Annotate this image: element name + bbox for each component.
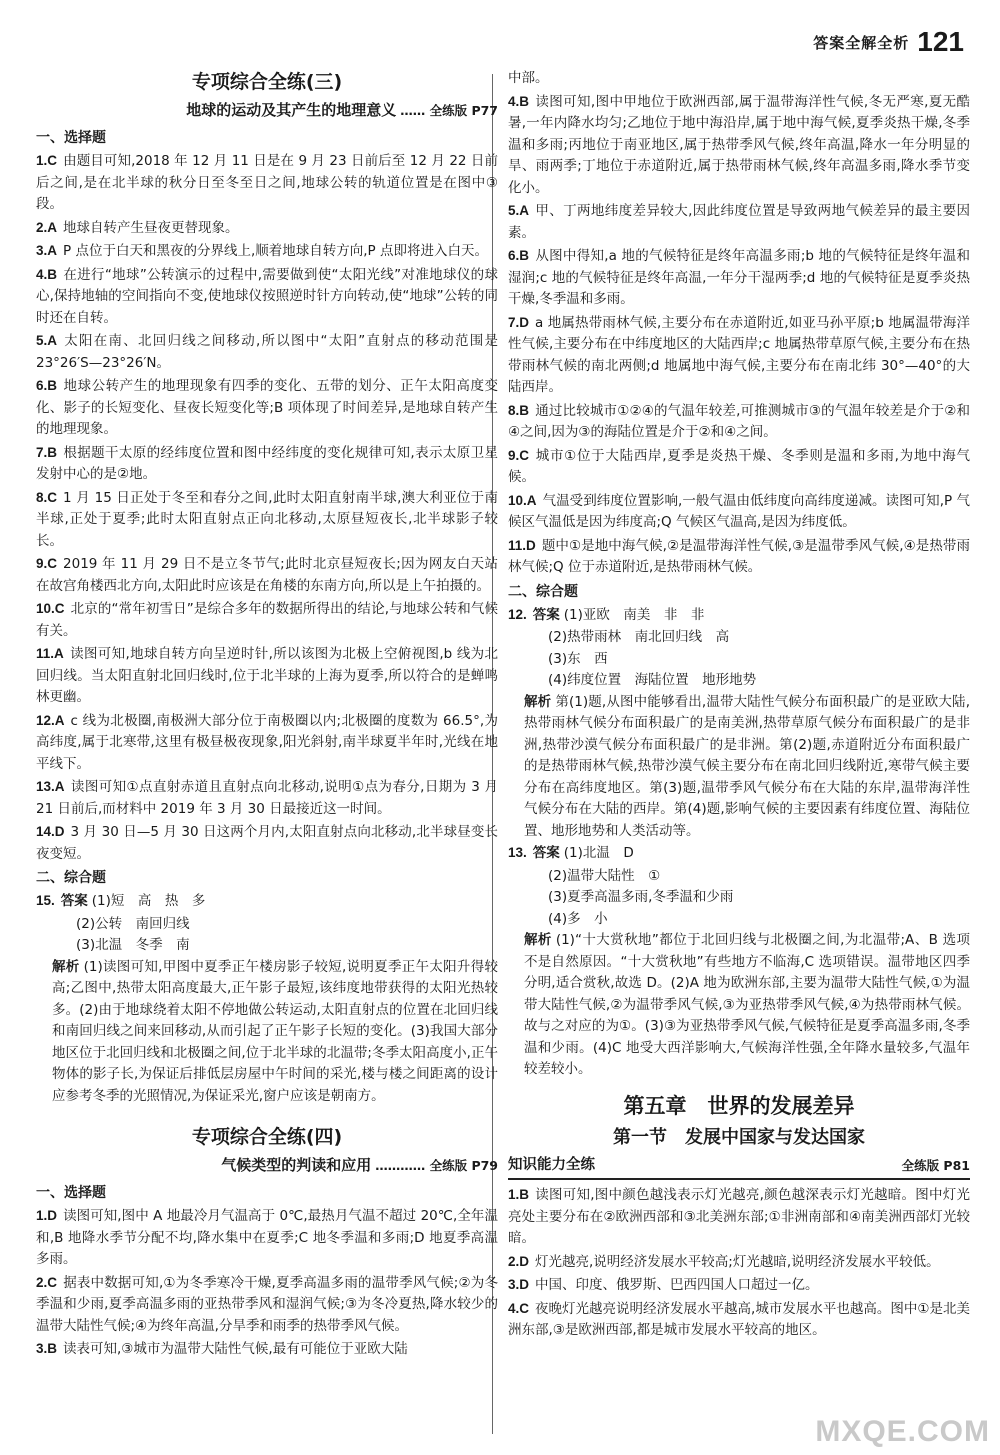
question-number: 3.B [36, 1341, 58, 1356]
question-number: 2.C [36, 1274, 58, 1290]
answer-label: 答案 [60, 893, 88, 909]
question-number: 13.A [36, 779, 65, 794]
question-number: 3.A [36, 243, 58, 258]
question-text: 中国、印度、俄罗斯、巴西四国人口超过一亿。 [535, 1277, 819, 1293]
left-column [36, 68, 498, 1362]
part-heading: 一、选择题 [36, 1185, 106, 1201]
question-item [508, 535, 970, 579]
question-number: 9.C [36, 556, 58, 571]
analysis-label: 解析 [524, 932, 552, 948]
question-number: 10.A [508, 492, 537, 508]
question-item [36, 821, 498, 865]
question-text: 从图中得知,a 地的气候特征是终年高温多雨;b 地的气候特征是终年温和湿润;c 地的气候特征是终年高温,一年分干湿两季;d 地的气候特征是夏季炎热干燥,冬季温和多雨。 [508, 248, 970, 307]
analysis-text: (1)“十大赏秋地”都位于北回归线与北极圈之间,为北温带;A、B 选项不是自然原因。“十大赏秋地”有些地方不临海,C 选项错误。温带地区四季分明,适合赏秋,故选 D。(2)A 地为欧洲东部,主要为温带大陆性气候,①为温带大陆性气候,②为温带季风气候,③为亚热带季风气候,④为热带雨林气候。故与之对应的为①。(3)③为亚热带季风气候,气候特征是夏季高温多雨,冬季温和少雨。(4)C 地受大西洋影响大,气候海洋性强,全年降水量较多,气温年较差较小。 [524, 932, 970, 1077]
question-text: 气温受到纬度位置影响,一般气温由低纬度向高纬度递减。读图可知,P 气候区气温低是因为纬度高;Q 气候区气温高,是因为纬度低。 [508, 492, 970, 530]
header-label: 答案全解全析 [813, 33, 910, 52]
question-item [36, 264, 498, 330]
question-number: 15. [36, 893, 55, 908]
question-number: 10.C [36, 601, 65, 616]
analysis [52, 957, 498, 1108]
question-text: 通过比较城市①②④的气温年较差,可推测城市③的气温年较差是介于②和④之间,因为③的海陆位置是介于②和④之间。 [508, 402, 970, 440]
question-text: 由题目可知,2018 年 12 月 11 日是在 9 月 23 日前后至 12 月 22 日前后之间,是在北半球的秋分日至冬至日之间,地球公转的轨道位置是在图中③段。 [36, 153, 498, 212]
question-number: 11.D [508, 537, 536, 553]
question-text: 读表可知,③城市为温带大陆性气候,最有可能位于亚欧大陆 [63, 1341, 408, 1357]
question-item [36, 375, 498, 441]
chapter-title: 第五章 世界的发展差异 [623, 1093, 855, 1118]
question-item [36, 442, 498, 486]
question-text: 灯光越亮,说明经济发展水平较高;灯光越暗,说明经济发展水平较低。 [535, 1253, 940, 1270]
question-text: 城市①位于大陆西岸,夏季是炎热干燥、冬季则是温和多雨,为地中海气候。 [508, 447, 970, 485]
page-header [813, 28, 964, 56]
question-item [508, 1274, 970, 1297]
question-answer-label [508, 604, 970, 627]
analysis [524, 930, 970, 1081]
page-number: 121 [917, 26, 964, 57]
question-text: 2019 年 11 月 29 日不是立冬节气;此时北京昼短夜长;因为网友白天站在故宫角楼西北方向,太阳此时应该是在角楼的东南方向,所以是上午拍摄的。 [36, 556, 498, 594]
question-text: c 线为北极圈,南极洲大部分位于南极圈以内;北极圈的度数为 66.5°,为高纬度,属于北寒带,这里有极昼极夜现象,阳光斜射,南半球夏半年时,光线在地平线下。 [36, 712, 498, 772]
continued-text: 中部。 [508, 70, 549, 86]
analysis-text: (1)读图可知,甲图中夏季正午楼房影子较短,说明夏季正午太阳升得较高;乙图中,热带太阳高度最大,正午影子最短,该纬度地带获得的太阳光热较多。(2)由于地球绕着太阳不停地做公转运动,太阳直射点的位置在北回归线和南回归线之间来回移动,从而引起了正午影子长短的变化。(3)我国大部分地区位于北回归线和北极圈之间,位于北半球的北温带;冬季太阳高度小,正午物体的影子长,为保证后排低层房屋中午时间的采光,楼与楼之间距离的设计应参考冬季的光照情况,为保证采光,窗户应该是朝南方。 [52, 958, 498, 1104]
question-item [36, 1272, 498, 1338]
question-text: 夜晚灯光越亮说明经济发展水平越高,城市发展水平也越高。图中①是北美洲东部,③是欧洲西部,都是城市发展水平较高的地区。 [508, 1300, 970, 1338]
question-item [508, 200, 970, 244]
question-number: 5.A [508, 203, 530, 218]
question-text: 读图可知①点直射赤道且直射点向北移动,说明①点为春分,日期为 3 月 21 日前后,而材料中 2019 年 3 月 30 日最接近这一时间。 [36, 779, 498, 817]
knowledge-bar [508, 1155, 970, 1181]
section-title: 专项综合全练(三) [191, 71, 343, 93]
question-text: 题中①是地中海气候,②是温带海洋性气候,③是温带季风气候,④是热带雨林气候;Q 位于赤道附近,是热带雨林气候。 [508, 537, 970, 575]
question-item [36, 1338, 498, 1361]
question-text: 地球公转产生的地理现象有四季的变化、五带的划分、正午太阳高度变化、影子的长短变化、昼夜长短变化等;B 项体现了时间差异,是地球自转产生的地理现象。 [36, 378, 498, 437]
question-text: P 点位于白天和黑夜的分界线上,顺着地球自转方向,P 点即将进入白天。 [63, 243, 488, 259]
question-item [508, 1298, 970, 1342]
question-number: 9.C [508, 447, 530, 463]
question-item [36, 330, 498, 374]
question-number: 7.B [36, 444, 58, 460]
question-item [36, 776, 498, 820]
question-item [508, 400, 970, 444]
question-number: 8.B [508, 402, 530, 418]
question-number: 1.D [36, 1208, 58, 1223]
part-heading: 二、综合题 [36, 870, 106, 886]
question-text: a 地属热带雨林气候,主要分布在赤道附近,如亚马孙平原;b 地属温带海洋性气候,主要分布在中纬度地区的大陆西岸;c 地属热带草原气候,主要分布在热带雨林气候的南北两侧;d 地属地中海气候,主要分布在南北纬 30°—40°的大陆西岸。 [508, 314, 970, 395]
section-heading: 第一节 发展中国家与发达国家 [613, 1126, 865, 1148]
question-item [508, 312, 970, 399]
subtitle-text: 地球的运动及其产生的地理意义 [186, 101, 397, 119]
question-text: 北京的“常年初雪日”是综合多年的数据所得出的结论,与地球公转和气候有关。 [36, 601, 498, 639]
answer-row: (2)温带大陆性 ① [548, 867, 661, 884]
bar-title: 知识能力全练 [508, 1156, 595, 1173]
question-number: 1.B [508, 1187, 530, 1202]
answer-label: 答案 [532, 845, 560, 861]
question-text: 根据题干太原的经纬度位置和图中经纬度的变化规律可知,表示太原卫星发射中心的是②地。 [36, 444, 498, 482]
page-reference: …… 全练版 P77 [400, 103, 498, 118]
part-heading: 二、综合题 [508, 583, 578, 600]
answer-row: (3)北温 冬季 南 [76, 937, 190, 953]
page-reference: ………… 全练版 P79 [375, 1158, 498, 1173]
question-text: 甲、丁两地纬度差异较大,因此纬度位置是导致两地气候差异的最主要因素。 [508, 203, 970, 241]
question-number: 12. [508, 606, 527, 622]
question-item [508, 490, 970, 534]
answer-row: (4)纬度位置 海陆位置 地形地势 [548, 672, 757, 688]
question-number: 6.B [508, 248, 530, 263]
answer-row: (2)公转 南回归线 [76, 915, 190, 932]
question-item [36, 710, 498, 776]
question-text: 读图可知,图中 A 地最冷月气温高于 0℃,最热月气温不超过 20℃,全年温和,B 地降水季节分配不均,降水集中在夏季;C 地冬季温和多雨;D 地夏季高温多雨。 [36, 1208, 498, 1267]
question-number: 13. [508, 845, 527, 860]
question-number: 4.B [508, 93, 530, 109]
question-item [508, 445, 970, 489]
section-subtitle [36, 1153, 498, 1178]
question-number: 12.A [36, 712, 65, 728]
question-item [36, 150, 498, 216]
question-answer-label [508, 842, 970, 865]
question-number: 2.A [36, 219, 58, 235]
right-column [508, 68, 970, 1343]
question-number: 5.A [36, 333, 58, 348]
question-number: 4.B [36, 266, 58, 282]
question-number: 4.C [508, 1300, 530, 1316]
question-text: 太阳在南、北回归线之间移动,所以图中“太阳”直射点的移动范围是 23°26′S—23°26′N。 [36, 333, 498, 371]
question-item [508, 245, 970, 311]
section-subtitle [36, 98, 498, 123]
question-item [36, 553, 498, 597]
question-text: 读图可知,图中甲地位于欧洲西部,属于温带海洋性气候,冬无严寒,夏无酷暑,一年内降水均匀;乙地位于地中海沿岸,属于地中海气候,夏季炎热干燥,冬季温和多雨;丙地位于南亚地区,属于热带季风气候,终年高温,降水一年分明显的旱、雨两季;丁地位于赤道附近,属于热带雨林气候,终年高温多雨,降水季节变化小。 [508, 93, 970, 196]
watermark: MXQE.COM [815, 1415, 990, 1448]
question-item [36, 1205, 498, 1271]
question-text: 1 月 15 日正处于冬至和春分之间,此时太阳直射南半球,澳大利亚位于南半球,正处于夏季;此时太阳直射点正向北移动,太原昼短夜长,北半球影子较长。 [36, 489, 498, 549]
question-text: 地球自转产生昼夜更替现象。 [63, 219, 239, 236]
question-item [36, 217, 498, 240]
answer-row: (1)亚欧 南美 非 非 [563, 606, 705, 623]
question-text: 据表中数据可知,①为冬季寒冷干燥,夏季高温多雨的温带季风气候;②为冬季温和少雨,夏季高温多雨的亚热带季风和湿润气候;③为冬冷夏热,降水较少的温带大陆性气候;④为终年高温,分旱季和雨季的热带季风气候。 [36, 1274, 498, 1334]
question-item [36, 598, 498, 642]
answer-row: (1)北温 D [563, 845, 634, 861]
question-item [36, 643, 498, 709]
question-number: 8.C [36, 489, 58, 505]
question-item [36, 240, 498, 263]
analysis [524, 692, 970, 843]
answer-row: (3)东 西 [548, 650, 608, 667]
question-item [36, 487, 498, 553]
question-text: 读图可知,地球自转方向呈逆时针,所以该图为北极上空俯视图,b 线为北回归线。当太阳直射北回归线时,位于北半球的上海为夏季,所以符合的是蝉鸣林更幽。 [36, 646, 498, 705]
analysis-text: 第(1)题,从图中能够看出,温带大陆性气候分布面积最广的是亚欧大陆,热带雨林气候分布面积最广的是南美洲,热带草原气候分布面积最广的是非洲,热带沙漠气候分布面积最广的是非洲。第(2)题,赤道附近分布面积最广的是热带雨林气候,热带沙漠气候主要分布在南北回归线附近,寒带气候主要分布在高纬度地区。第(3)题,温带季风气候分布在大陆的东岸,温带海洋性气候分布在大陆的西岸。第(4)题,影响气候的主要因素有纬度位置、海陆位置、地形地势和人类活动等。 [524, 693, 971, 839]
question-text: 3 月 30 日—5 月 30 日这两个月内,太阳直射点向北移动,北半球昼变长夜变短。 [36, 824, 498, 862]
question-text: 读图可知,图中颜色越浅表示灯光越亮,颜色越深表示灯光越暗。图中灯光亮处主要分布在②欧洲西部和③北美洲东部;①非洲南部和④南美洲西部灯光较暗。 [508, 1187, 970, 1246]
answer-row: (2)热带雨林 南北回归线 高 [548, 629, 730, 645]
answer-label: 答案 [532, 606, 560, 623]
question-number: 11.A [36, 646, 64, 661]
part-heading: 一、选择题 [36, 130, 106, 146]
question-text: 在进行“地球”公转演示的过程中,需要做到使“太阳光线”对准地球仪的球心,保持地轴的空间指向不变,使地球仪按照逆时针方向转动,使“地球”公转的同时还在自转。 [36, 266, 498, 326]
page-reference: 全练版 P81 [901, 1157, 970, 1173]
question-answer-label [36, 890, 498, 913]
question-number: 6.B [36, 378, 58, 393]
question-number: 2.D [508, 1253, 530, 1269]
question-number: 1.C [36, 153, 58, 168]
question-item [508, 1251, 970, 1274]
question-item [508, 91, 970, 200]
analysis-label: 解析 [524, 693, 552, 710]
question-number: 14.D [36, 824, 65, 839]
question-number: 7.D [508, 314, 530, 330]
question-item [508, 1184, 970, 1250]
analysis-label: 解析 [52, 958, 80, 975]
section-title: 专项综合全练(四) [191, 1126, 343, 1148]
answer-row: (4)多 小 [548, 910, 608, 927]
answer-row: (3)夏季高温多雨,冬季温和少雨 [548, 889, 734, 905]
answer-row: (1)短 高 热 多 [91, 893, 206, 909]
question-number: 3.D [508, 1277, 530, 1292]
subtitle-text: 气候类型的判读和应用 [221, 1156, 372, 1174]
